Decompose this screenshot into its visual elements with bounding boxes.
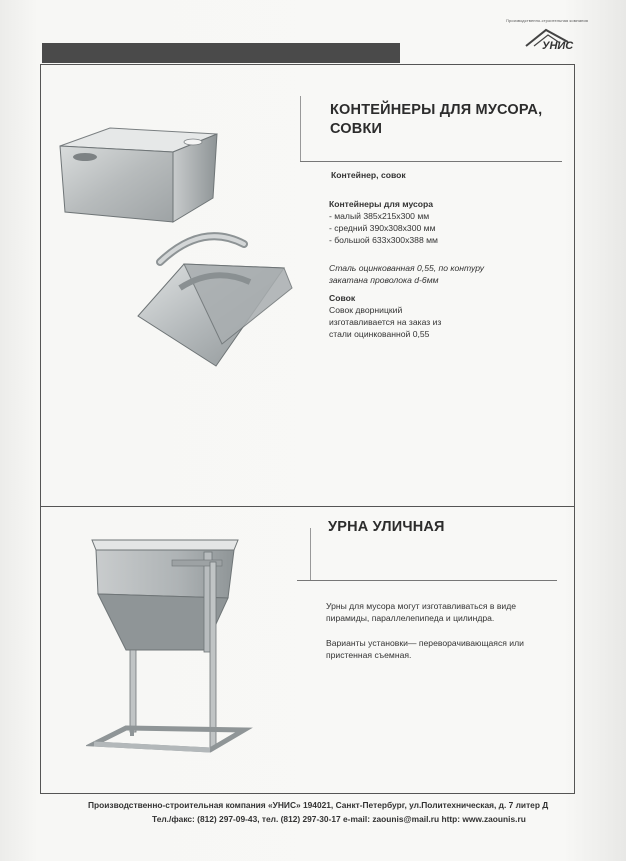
size-small: - малый 385х215х300 мм <box>329 211 430 221</box>
containers-heading: Контейнеры для мусора <box>329 199 434 209</box>
urn-para2-line2: пристенная съемная. <box>326 649 412 660</box>
waste-container-image <box>55 124 225 224</box>
size-large: - большой 633х300х388 мм <box>329 234 438 245</box>
scoop-description <box>329 305 441 340</box>
logo-name: УНИС <box>542 40 574 52</box>
scoop-heading: Совок <box>329 293 356 303</box>
scoop-line3: стали оцинкованной 0,55 <box>329 328 430 339</box>
dustpan-scoop-image <box>132 226 302 371</box>
urn-para1-line1: Урны для мусора могут изготавливаться в виде <box>326 601 517 611</box>
section2-title-rule <box>297 580 557 581</box>
header-bar <box>42 43 400 63</box>
section-divider <box>40 506 575 507</box>
scoop-line2: изготавливается на заказ из <box>329 316 442 327</box>
urn-installation <box>326 638 524 662</box>
section1-title-rule <box>300 161 562 162</box>
footer-address: Производственно-строительная компания «УНИС» 194021, Санкт-Петербург, ул.Политехническая, д. 7 литер Д <box>88 800 549 810</box>
size-medium: - средний 390х308х300 мм <box>329 222 436 233</box>
street-urn-image <box>86 532 256 767</box>
title2-accent-line <box>310 528 311 580</box>
container-sizes-list <box>329 211 438 246</box>
scoop-line1: Совок дворницкий <box>329 305 403 315</box>
urn-para2-line1: Варианты установки— переворачивающаяся или <box>326 638 524 648</box>
section1-title-line2: СОВКИ <box>330 121 383 137</box>
logo-tagline: Производственно-строительная компания <box>506 18 589 23</box>
material-line1: Сталь оцинкованная 0,55, по контуру <box>329 263 485 273</box>
title-accent-line <box>300 96 301 162</box>
footer-contacts: Тел./факс: (812) 297-09-43, тел. (812) 297-30-17 e-mail: zaounis@mail.ru http: www.zaounis.ru <box>152 814 526 824</box>
section1-title-line1: КОНТЕЙНЕРЫ ДЛЯ МУСОРА, <box>330 102 543 118</box>
urn-description <box>326 601 516 625</box>
material-note <box>329 263 484 287</box>
urn-para1-line2: пирамиды, параллелепипеда и цилиндра. <box>326 612 495 623</box>
section1-subtitle: Контейнер, совок <box>331 170 406 180</box>
section1-title <box>330 101 542 139</box>
material-line2: закатана проволока d-6мм <box>329 274 439 285</box>
section2-title: УРНА УЛИЧНАЯ <box>328 519 445 535</box>
company-logo <box>506 18 589 60</box>
